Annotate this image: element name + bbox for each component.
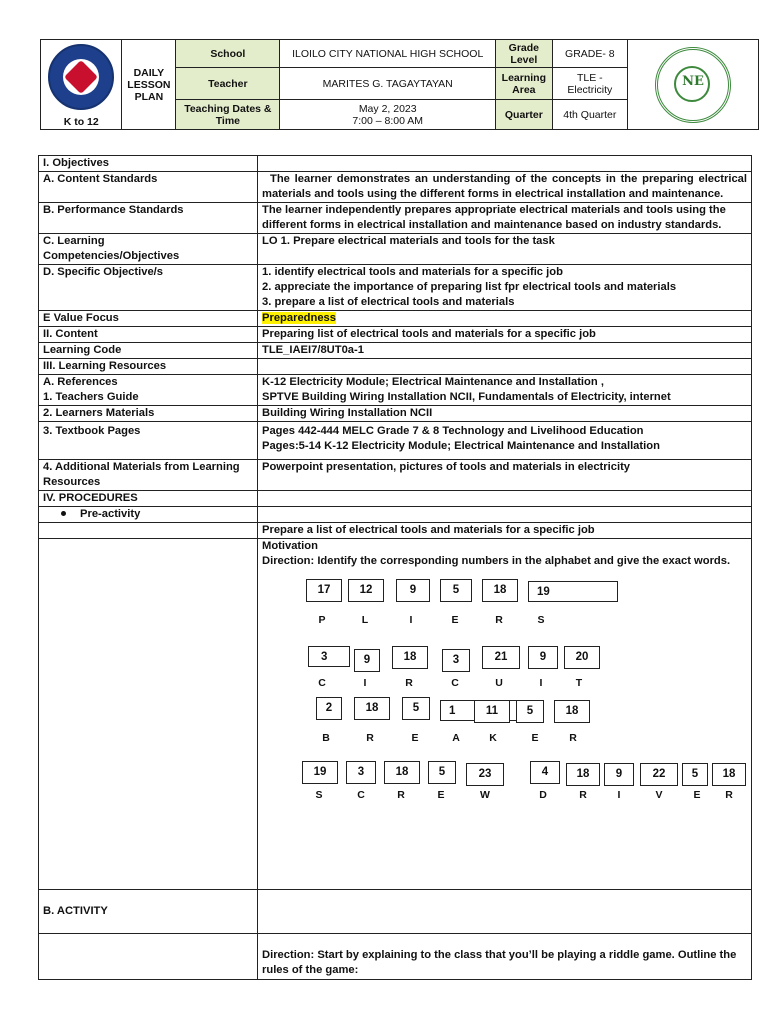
- competencies-value: LO 1. Prepare electrical materials and tools for the task: [258, 234, 752, 265]
- puzzle-number-box: 18: [384, 761, 420, 784]
- learning-resources-heading: III. Learning Resources: [39, 359, 258, 375]
- textbook-line-1: Pages 442-444 MELC Grade 7 & 8 Technology and Livelihood Education: [262, 425, 644, 437]
- learning-code-value: TLE_IAEI7/8UT0a-1: [258, 343, 752, 359]
- deped-seal-icon: [48, 44, 114, 110]
- puzzle-number-box: 5: [682, 763, 708, 786]
- motivation-cell: [258, 539, 752, 890]
- puzzle-letter: K: [489, 732, 497, 744]
- puzzle-letter: I: [617, 789, 621, 801]
- puzzle-number-box: 3: [308, 646, 350, 667]
- puzzle-number-box: 1: [440, 700, 538, 721]
- puzzle-letter: D: [539, 789, 547, 801]
- puzzle-number-box: 2: [316, 697, 342, 720]
- puzzle-letter: C: [357, 789, 365, 801]
- specific-objectives-label: D. Specific Objective/s: [39, 265, 258, 311]
- learning-area-label: Learning Area: [495, 68, 552, 100]
- teachers-guide-label: 1. Teachers Guide: [43, 391, 139, 403]
- content-standards-value: The learner demonstrates an understanding of the concepts in the preparing electrical materials and tools using the different forms in electrical installation and maintenance.: [258, 172, 752, 203]
- pre-activity-value: Prepare a list of electrical tools and materials for a specific job: [258, 523, 752, 539]
- motivation-direction: Direction: Identify the corresponding numbers in the alphabet and give the exact words.: [262, 555, 731, 567]
- deped-logo-cell: [41, 40, 122, 130]
- puzzle-number-box: 18: [392, 646, 428, 669]
- puzzle-letter: S: [537, 614, 545, 626]
- puzzle-letter: R: [579, 789, 587, 801]
- learners-materials-value: Building Wiring Installation NCII: [258, 406, 752, 422]
- puzzle-letter: R: [569, 732, 577, 744]
- puzzle-letter: T: [575, 677, 583, 689]
- puzzle-number-box: 19: [302, 761, 338, 784]
- textbook-line-2: Pages:5-14 K-12 Electricity Module; Electrical Maintenance and Installation: [262, 440, 660, 452]
- header-table: [40, 39, 759, 130]
- puzzle-number-box: 5: [440, 579, 472, 602]
- puzzle-number-box: 18: [712, 763, 746, 786]
- specific-objective-item: 1. identify electrical tools and materials for a specific job: [262, 266, 563, 278]
- puzzle-letter: I: [539, 677, 543, 689]
- lesson-plan-table: [38, 155, 752, 980]
- grade-level-label: Grade Level: [495, 40, 552, 68]
- motivation-title: Motivation: [262, 540, 318, 552]
- value-focus-label: E Value Focus: [39, 311, 258, 327]
- teacher-label: Teacher: [176, 68, 280, 100]
- puzzle-letter: I: [409, 614, 413, 626]
- puzzle-letter: P: [318, 614, 326, 626]
- procedures-heading: IV. PROCEDURES: [39, 491, 258, 507]
- content-standards-label: A. Content Standards: [39, 172, 258, 203]
- specific-objectives-list: [258, 265, 752, 311]
- puzzle-number-box: 18: [566, 763, 600, 786]
- school-seal-icon: NE: [655, 47, 731, 123]
- specific-objective-item: 3. prepare a list of electrical tools and materials: [262, 296, 515, 308]
- quarter-value: 4th Quarter: [552, 100, 627, 130]
- puzzle-letter: U: [495, 677, 503, 689]
- puzzle-number-box: 19: [528, 581, 618, 602]
- puzzle-number-box: 12: [348, 579, 384, 602]
- references-value: [258, 375, 752, 406]
- additional-materials-value: Powerpoint presentation, pictures of tools and materials in electricity: [258, 460, 752, 491]
- competencies-label: [39, 234, 258, 265]
- textbook-pages-label: 3. Textbook Pages: [39, 422, 258, 460]
- puzzle-letter: R: [725, 789, 733, 801]
- puzzle-letter: E: [437, 789, 445, 801]
- specific-objective-item: 2. appreciate the importance of preparing list fpr electrical tools and materials: [262, 281, 677, 293]
- riddle-direction: Direction: Start by explaining to the class that you’ll be playing a riddle game. Outline the rules of the game:: [258, 934, 752, 980]
- additional-materials-label: 4. Additional Materials from Learning Resources: [39, 460, 258, 491]
- puzzle-letter: A: [452, 732, 460, 744]
- number-letter-puzzle: [262, 569, 747, 889]
- puzzle-number-box: 9: [604, 763, 634, 786]
- school-value: ILOILO CITY NATIONAL HIGH SCHOOL: [280, 40, 496, 68]
- quarter-label: Quarter: [495, 100, 552, 130]
- puzzle-number-box: 22: [640, 763, 678, 786]
- puzzle-letter: B: [322, 732, 330, 744]
- puzzle-letter: S: [315, 789, 323, 801]
- puzzle-number-box: 5: [402, 697, 430, 720]
- references-label-a: A. References: [43, 376, 118, 388]
- puzzle-number-box: 23: [466, 763, 504, 786]
- puzzle-letter: R: [405, 677, 413, 689]
- puzzle-letter: E: [451, 614, 459, 626]
- references-label: [39, 375, 258, 406]
- pre-activity-item: [39, 507, 258, 523]
- puzzle-number-box: 3: [442, 649, 470, 672]
- puzzle-number-box: 18: [482, 579, 518, 602]
- puzzle-letter: R: [397, 789, 405, 801]
- value-focus-value: Preparedness: [262, 312, 337, 324]
- k-to-12-caption: K to 12: [63, 116, 99, 128]
- puzzle-number-box: 21: [482, 646, 520, 669]
- textbook-pages-value: [258, 422, 752, 460]
- puzzle-letter: I: [363, 677, 367, 689]
- puzzle-number-box: 11: [474, 700, 510, 723]
- puzzle-number-box: 9: [354, 649, 380, 672]
- date-text: May 2, 2023: [358, 102, 417, 115]
- puzzle-number-box: 9: [396, 579, 430, 602]
- puzzle-letter: E: [531, 732, 539, 744]
- dates-label: Teaching Dates & Time: [176, 100, 280, 130]
- learning-area-value: TLE - Electricity: [552, 68, 627, 100]
- competencies-label-line2: Competencies/Objectives: [43, 250, 180, 262]
- references-value-a: K-12 Electricity Module; Electrical Maintenance and Installation ,: [262, 376, 604, 388]
- puzzle-letter: E: [693, 789, 701, 801]
- puzzle-number-box: 17: [306, 579, 342, 602]
- puzzle-letter: L: [361, 614, 369, 626]
- puzzle-letter: V: [655, 789, 663, 801]
- content-value: Preparing list of electrical tools and materials for a specific job: [258, 327, 752, 343]
- performance-standards-label: B. Performance Standards: [39, 203, 258, 234]
- content-label: II. Content: [39, 327, 258, 343]
- puzzle-number-box: 9: [528, 646, 558, 669]
- puzzle-letter: R: [366, 732, 374, 744]
- puzzle-letter: E: [411, 732, 419, 744]
- puzzle-number-box: 5: [428, 761, 456, 784]
- puzzle-letter: C: [318, 677, 326, 689]
- puzzle-letter: R: [495, 614, 503, 626]
- time-text: 7:00 – 8:00 AM: [352, 114, 424, 127]
- school-label: School: [176, 40, 280, 68]
- puzzle-letter: C: [451, 677, 459, 689]
- pre-activity-label: Pre-activity: [80, 508, 141, 520]
- puzzle-number-box: 18: [354, 697, 390, 720]
- activity-label: B. ACTIVITY: [39, 890, 258, 934]
- bullet-icon: [61, 511, 66, 516]
- learning-code-label: Learning Code: [39, 343, 258, 359]
- grade-level-value: GRADE- 8: [552, 40, 627, 68]
- objectives-heading: I. Objectives: [39, 156, 258, 172]
- performance-standards-value: The learner independently prepares appropriate electrical materials and tools using the different forms in electrical installation and maintenance based on industry standards.: [258, 203, 752, 234]
- puzzle-number-box: 20: [564, 646, 600, 669]
- learners-materials-label: 2. Learners Materials: [39, 406, 258, 422]
- puzzle-number-box: 5: [516, 700, 544, 723]
- daily-lesson-plan-title: DAILY LESSON PLAN: [122, 40, 176, 130]
- teacher-value: MARITES G. TAGAYTAYAN: [280, 68, 496, 100]
- competencies-label-line1: C. Learning: [43, 235, 105, 247]
- school-logo-cell: [627, 40, 758, 130]
- dates-value: [280, 100, 496, 130]
- puzzle-letter: W: [480, 789, 490, 801]
- teachers-guide-value: SPTVE Building Wiring Installation NCII, Fundamentals of Electricity, internet: [262, 391, 671, 403]
- puzzle-number-box: 3: [346, 761, 376, 784]
- puzzle-number-box: 18: [554, 700, 590, 723]
- puzzle-number-box: 4: [530, 761, 560, 784]
